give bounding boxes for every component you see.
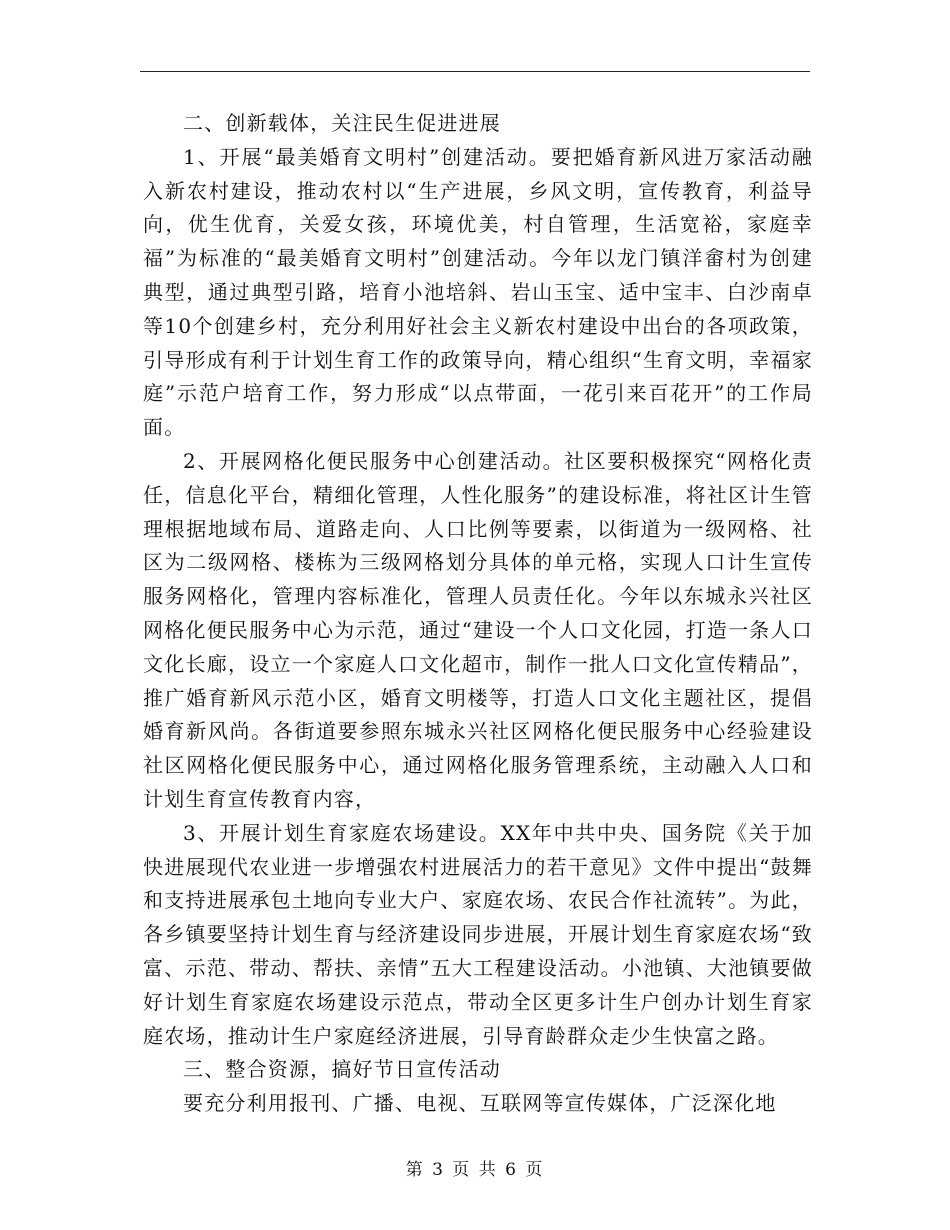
header-rule bbox=[140, 71, 810, 72]
section-heading-festival-publicity: 三、整合资源，搞好节日宣传活动 bbox=[183, 1057, 501, 1082]
paragraph-civilized-village: 1、开展“最美婚育文明村”创建活动。要把婚育新风进万家活动融入新农村建设，推动农村以“生产进展，乡风文明，宣传教育，利益导向，优生优育，关爱女孩，环境优美，村自管理，生活宽裕，家庭幸福”为标准的“最美婚育文明村”创建活动。今年以龙门镇洋畲村为创建典型，通过典型引路，培育小池培斜、岩山玉宝、适中宝丰、白沙南卓等10个创建乡村，充分利用好社会主义新农村建设中出台的各项政策，引导形成有利于计划生育工作的政策导向，精心组织“生育文明，幸福家庭”示范户培育工作，努力形成“以点带面，一花引来百花开”的工作局面。 bbox=[143, 144, 813, 440]
paragraph-grid-service-center: 2、开展网格化便民服务中心创建活动。社区要积极探究“网格化责任，信息化平台，精细化管理，人性化服务”的建设标准，将社区计生管理根据地域布局、道路走向、人口比例等要素，以街道为一级网格、社区为二级网格、楼栋为三级网格划分具体的单元格，实现人口计生宣传服务网格化，管理内容标准化，管理人员责任化。今年以东城永兴社区网格化便民服务中心为示范，通过“建设一个人口文化园，打造一条人口文化长廊，设立一个家庭人口文化超市，制作一批人口文化宣传精品”，推广婚育新风示范小区，婚育文明楼等，打造人口文化主题社区，提倡婚育新风尚。各街道要参照东城永兴社区网格化便民服务中心经验建设社区网格化便民服务中心，通过网格化服务管理系统，主动融入人口和计划生育宣传教育内容， bbox=[143, 448, 813, 811]
paragraph-media-publicity: 要充分利用报刊、广播、电视、互联网等宣传媒体，广泛深化地 bbox=[183, 1091, 777, 1116]
page-number-footer: 第 3 页 共 6 页 bbox=[405, 1160, 545, 1180]
section-heading-innovation: 二、创新载体，关注民生促进进展 bbox=[183, 111, 501, 135]
document-body bbox=[143, 107, 813, 1121]
paragraph-family-farm: 3、开展计划生育家庭农场建设。XX年中共中央、国务院《关于加快进展现代农业进一步增强农村进展活力的若干意见》文件中提出“鼓舞和支持进展承包土地向专业大户、家庭农场、农民合作社流转”。为此，各乡镇要坚持计划生育与经济建设同步进展，开展计划生育家庭农场“致富、示范、带动、帮扶、亲情”五大工程建设活动。小池镇、大池镇要做好计划生育家庭农场建设示范点，带动全区更多计生户创办计划生育家庭农场，推动计生户家庭经济进展，引导育龄群众走少生快富之路。 bbox=[143, 820, 813, 1048]
